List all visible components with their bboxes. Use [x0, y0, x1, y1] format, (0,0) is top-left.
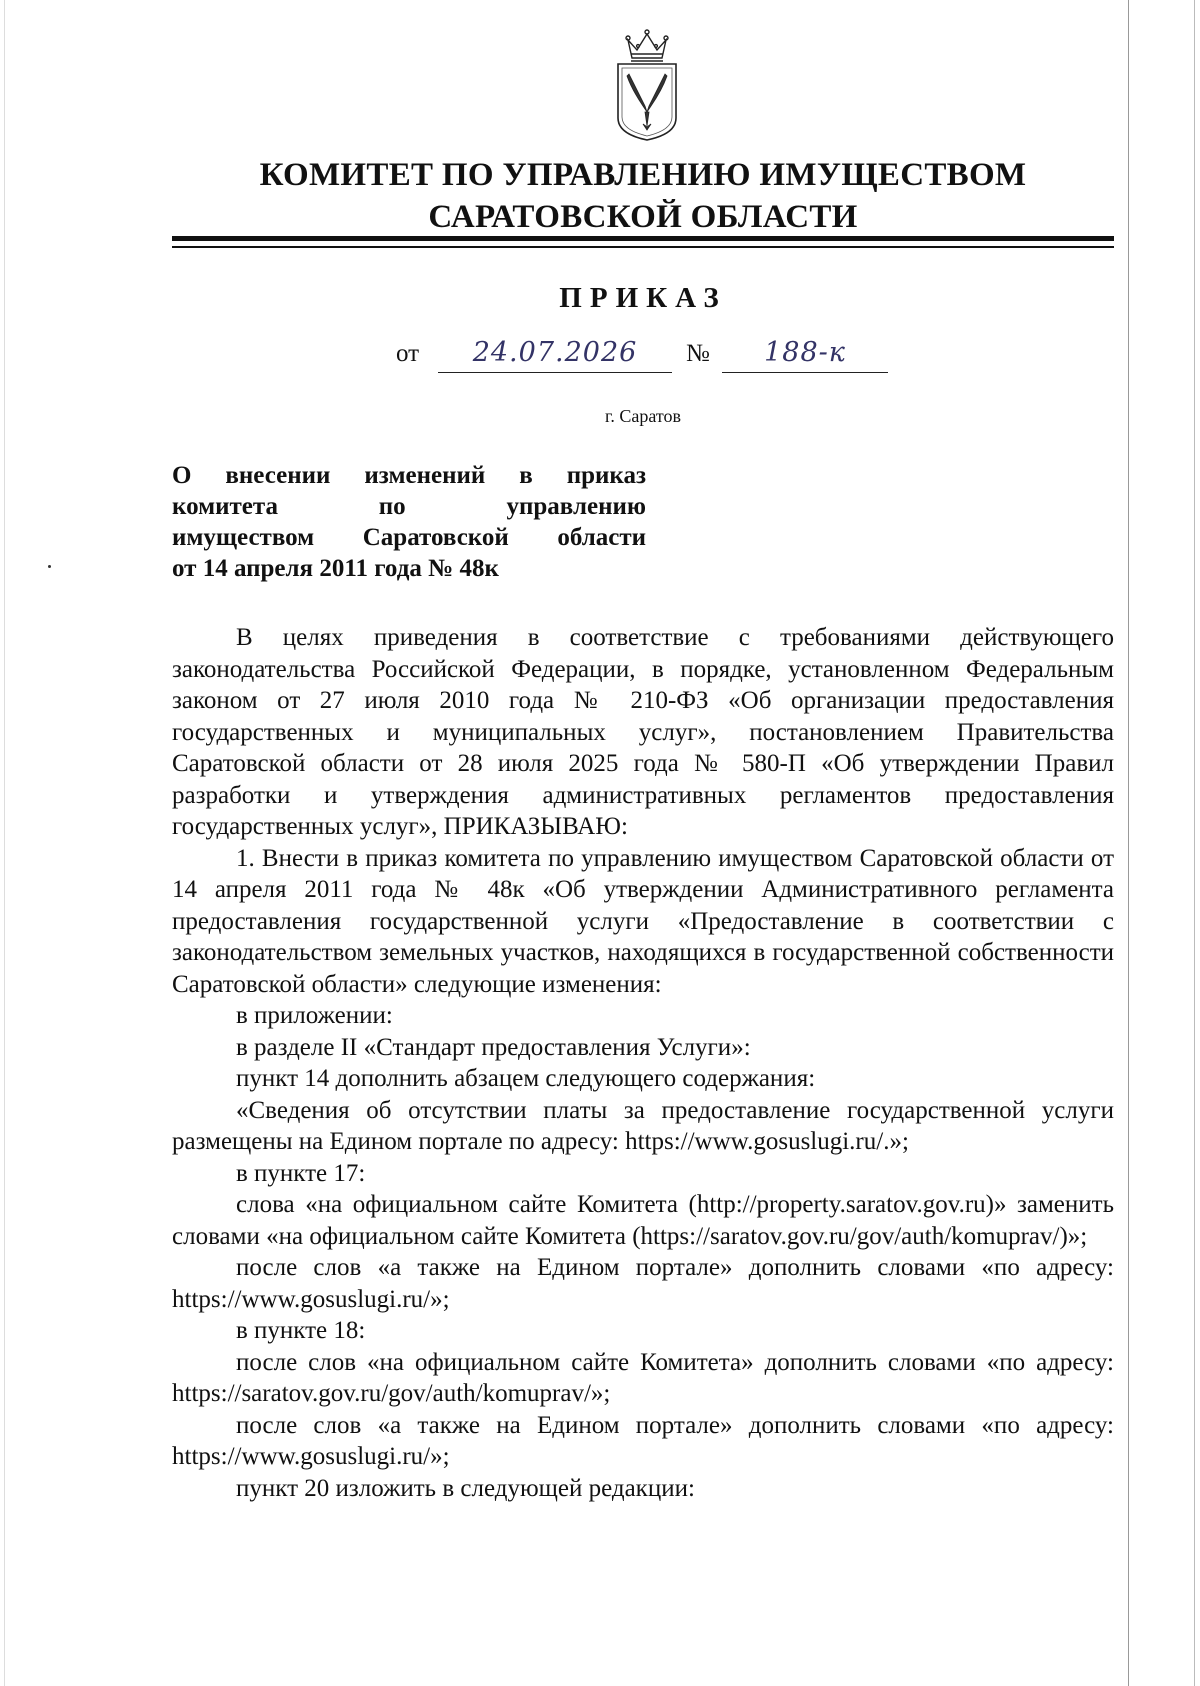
- body-paragraph: В целях приведения в соответствие с требованиями действующего законодательства Российской Федерации, в порядке, установленном Федеральным законом от 27 июля 2010 года № 210-ФЗ «Об организации предоставления государственных и муниципальных услуг», постановлением Правительства Саратовской области от 28 июля 2025 года № 580-П «Об утверждении Правил разработки и утверждения административных регламентов предоставления государственных услуг», ПРИКАЗЫВАЮ:: [172, 624, 1114, 840]
- scan-speck: [48, 565, 51, 568]
- document-subject: [172, 460, 646, 584]
- scan-edge-right: [1128, 0, 1129, 1686]
- body-paragraph: в пункте 17:: [236, 1159, 366, 1187]
- city: г. Саратов: [605, 406, 681, 426]
- date-field: [438, 332, 672, 373]
- header-rule-thin: [172, 246, 1114, 248]
- subject-line2: комитета по управлению: [172, 493, 646, 520]
- number-handwritten: 188-к: [764, 337, 846, 368]
- subject-line1: О внесении изменений в приказ: [172, 462, 646, 489]
- body-paragraph: пункт 20 изложить в следующей редакции:: [236, 1474, 695, 1502]
- scan-edge-left: [4, 0, 5, 1686]
- organization-name: [172, 154, 1114, 238]
- organization-name-line2: САРАТОВСКОЙ ОБЛАСТИ: [428, 199, 858, 235]
- scan-edge-right-outer: [1194, 0, 1195, 1686]
- organization-name-line1: КОМИТЕТ ПО УПРАВЛЕНИЮ ИМУЩЕСТВОМ: [259, 157, 1027, 193]
- body-paragraph: слова «на официальном сайте Комитета (http://property.saratov.gov.ru)» заменить словами «на официальном сайте Комитета (https://saratov.gov.ru/gov/auth/komuprav/)»;: [172, 1191, 1114, 1250]
- body-paragraph: после слов «а также на Едином портале» дополнить словами «по адресу: https://www.gosuslugi.ru/»;: [172, 1254, 1114, 1313]
- number-field: [722, 332, 888, 373]
- subject-line3: имуществом Саратовской области: [172, 524, 646, 551]
- document-body: [172, 622, 1114, 1504]
- body-paragraph: в пункте 18:: [236, 1317, 366, 1344]
- body-paragraph: в разделе II «Стандарт предоставления Услуги»:: [236, 1033, 751, 1061]
- date-handwritten: 24.07.2026: [472, 337, 638, 368]
- body-paragraph: пункт 14 дополнить абзацем следующего содержания:: [236, 1065, 816, 1092]
- document-type: ПРИКАЗ: [559, 282, 727, 314]
- number-prefix: №: [686, 340, 710, 367]
- body-paragraph: после слов «на официальном сайте Комитета» дополнить словами «по адресу: https://saratov.gov.ru/gov/auth/komuprav/»;: [172, 1348, 1114, 1407]
- body-paragraph: в приложении:: [236, 1002, 393, 1029]
- body-paragraph: после слов «а также на Едином портале» дополнить словами «по адресу: https://www.gosuslugi.ru/»;: [172, 1411, 1114, 1470]
- body-paragraph: «Сведения об отсутствии платы за предоставление государственной услуги размещены на Едином портале по адресу: https://www.gosuslugi.ru/.»;: [172, 1096, 1114, 1155]
- coat-of-arms-icon: [612, 26, 682, 142]
- header-rule-thick: [172, 236, 1114, 241]
- date-prefix: от: [396, 340, 420, 367]
- body-paragraph: 1. Внести в приказ комитета по управлению имуществом Саратовской области от 14 апреля 2011 года № 48к «Об утверждении Административного регламента предоставления государственной услуги «Предоставление в соответствии с законодательством земельных участков, находящихся в государственной собственности Саратовской области» следующие изменения:: [172, 844, 1114, 998]
- subject-line4: от 14 апреля 2011 года № 48к: [172, 555, 499, 582]
